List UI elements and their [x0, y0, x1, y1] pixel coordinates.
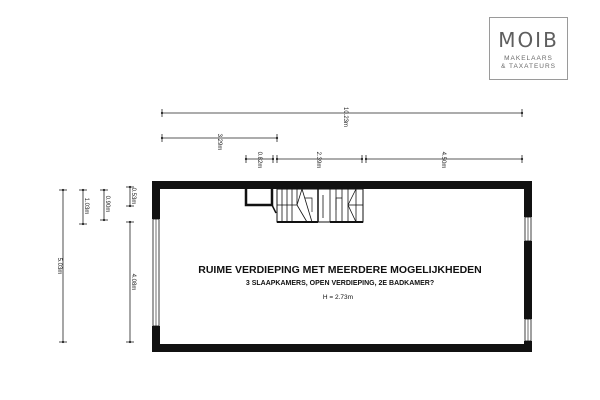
dim-stair-width: 2.39m	[315, 151, 321, 169]
shaft-box	[246, 189, 276, 213]
subline-text: 3 SLAAPKAMERS, OPEN VERDIEPING, 2E BADKAMER?	[245, 280, 435, 287]
logo-line1: MAKELAARS	[504, 55, 553, 62]
dim-height-090: 0.90m	[104, 195, 110, 213]
dim-small-width: 0.82m	[256, 151, 262, 169]
logo-name: MOIB	[498, 28, 559, 52]
dim-left-width: 3.29m	[216, 133, 222, 151]
logo-line2: & TAXATEURS	[500, 63, 557, 70]
headline-text: RUIME VERDIEPING MET MEERDERE MOGELIJKHEDEN	[198, 264, 482, 276]
dim-total-width: 10.23m	[342, 106, 348, 128]
dim-height-408: 4.08m	[130, 273, 136, 291]
windows	[153, 217, 531, 341]
horizontal-dimensions	[162, 106, 522, 163]
dim-height-053: 0.53m	[130, 187, 136, 205]
dim-height-103: 1.03m	[83, 197, 89, 215]
dim-right-width: 4.50m	[440, 151, 446, 169]
vertical-dimensions	[59, 187, 134, 342]
ceiling-height-text: H = 2.73m	[322, 294, 354, 301]
staircase	[277, 189, 363, 222]
dim-total-height: 5.03m	[56, 257, 62, 275]
